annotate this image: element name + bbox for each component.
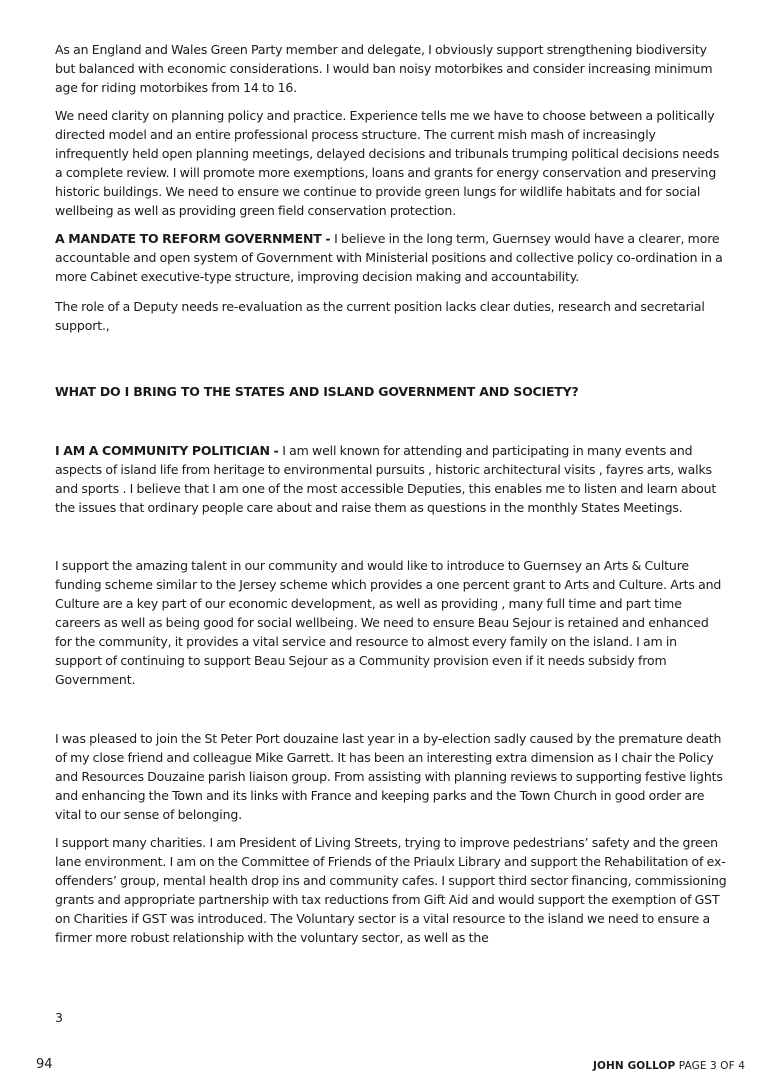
paragraph-planning-policy: We need clarity on planning policy and practice. Experience tells me we have to choose between a politically directed model and an entire professional process structure. The current mish mash of increasingly infrequently held open planning meetings, delayed decisions and tribunals trumping political decisions needs a complete review. I will promote more exemptions, loans and grants for energy conservation and preserving historic buildings. We need to ensure we continue to provide green lungs for wildlife habitats and for social wellbeing as well as providing green field conservation protection.: [55, 108, 720, 218]
community-politician-lead: I AM A COMMUNITY POLITICIAN -: [55, 443, 283, 458]
reform-government-lead: A MANDATE TO REFORM GOVERNMENT -: [55, 231, 335, 246]
paragraph-reform-government: [55, 229, 727, 286]
community-politician-text: I am well known for attending and participating in many events and aspects of island life from heritage to environmental pursuits , historic architectural visits , fayres arts, walks and sports . I believe that I am one of the most accessible Deputies, this enables me to listen and learn about the issues that ordinary people care about and raise them as questions in the monthly States Meetings.: [55, 443, 717, 515]
paragraph-arts-culture: I support the amazing talent in our community and would like to introduce to Guernsey an Arts & Culture funding scheme similar to the Jersey scheme which provides a one percent grant to Arts and Culture. Arts and Culture are a key part of our economic development, as well as providing , many full time and part time careers as well as being good for social wellbeing. We need to ensure Beau Sejour is retained and enhanced for the community, it provides a vital service and resource to almost every family on the island. I am in support of continuing to support Beau Sejour as a Community provision even if it needs subsidy from Government.: [55, 558, 722, 687]
section-heading: WHAT DO I BRING TO THE STATES AND ISLAND GOVERNMENT AND SOCIETY?: [55, 384, 579, 399]
footer-page-info: PAGE 3 OF 4: [675, 1060, 745, 1072]
paragraph-charities: I support many charities. I am President of Living Streets, trying to improve pedestrians’ safety and the green lane environment. I am on the Committee of Friends of the Priaulx Library and support the Rehabilitation of ex-offenders’ group, mental health drop ins and community cafes. I support third sector financing, commissioning grants and appropriate partnership with tax reductions from Gift Aid and would support the exemption of GST on Charities if GST was introduced. The Voluntary sector is a vital resource to the island we need to ensure a firmer more robust relationship with the voluntary sector, as well as the: [55, 835, 727, 945]
paragraph-community-politician: [55, 441, 727, 517]
document-body: [55, 40, 727, 947]
footer-candidate-name: JOHN GOLLOP: [593, 1060, 676, 1072]
reform-government-text: I believe in the long term, Guernsey would have a clearer, more accountable and open system of Government with Ministerial positions and collective policy co-ordination in a more Cabinet executive-type structure, improving decision making and accountability.: [55, 231, 723, 284]
paragraph-deputy-role: The role of a Deputy needs re-evaluation as the current position lacks clear duties, research and secretarial support.,: [55, 299, 705, 333]
paragraph-green-party: As an England and Wales Green Party member and delegate, I obviously support strengthening biodiversity but balanced with economic considerations. I would ban noisy motorbikes and consider increasing minimum age for riding motorbikes from 14 to 16.: [55, 42, 713, 95]
paragraph-douzaine: I was pleased to join the St Peter Port douzaine last year in a by-election sadly caused by the premature death of my close friend and colleague Mike Garrett. It has been an interesting extra dimension as I chair the Policy and Resources Douzaine parish liaison group. From assisting with planning reviews to supporting festive lights and enhancing the Town and its links with France and keeping parks and the Town Church in good order are vital to our sense of belonging.: [55, 731, 723, 822]
inner-page-number: 3: [55, 1010, 63, 1025]
footer-candidate-info: [593, 1058, 745, 1074]
footer-page-number: 94: [36, 1057, 53, 1072]
